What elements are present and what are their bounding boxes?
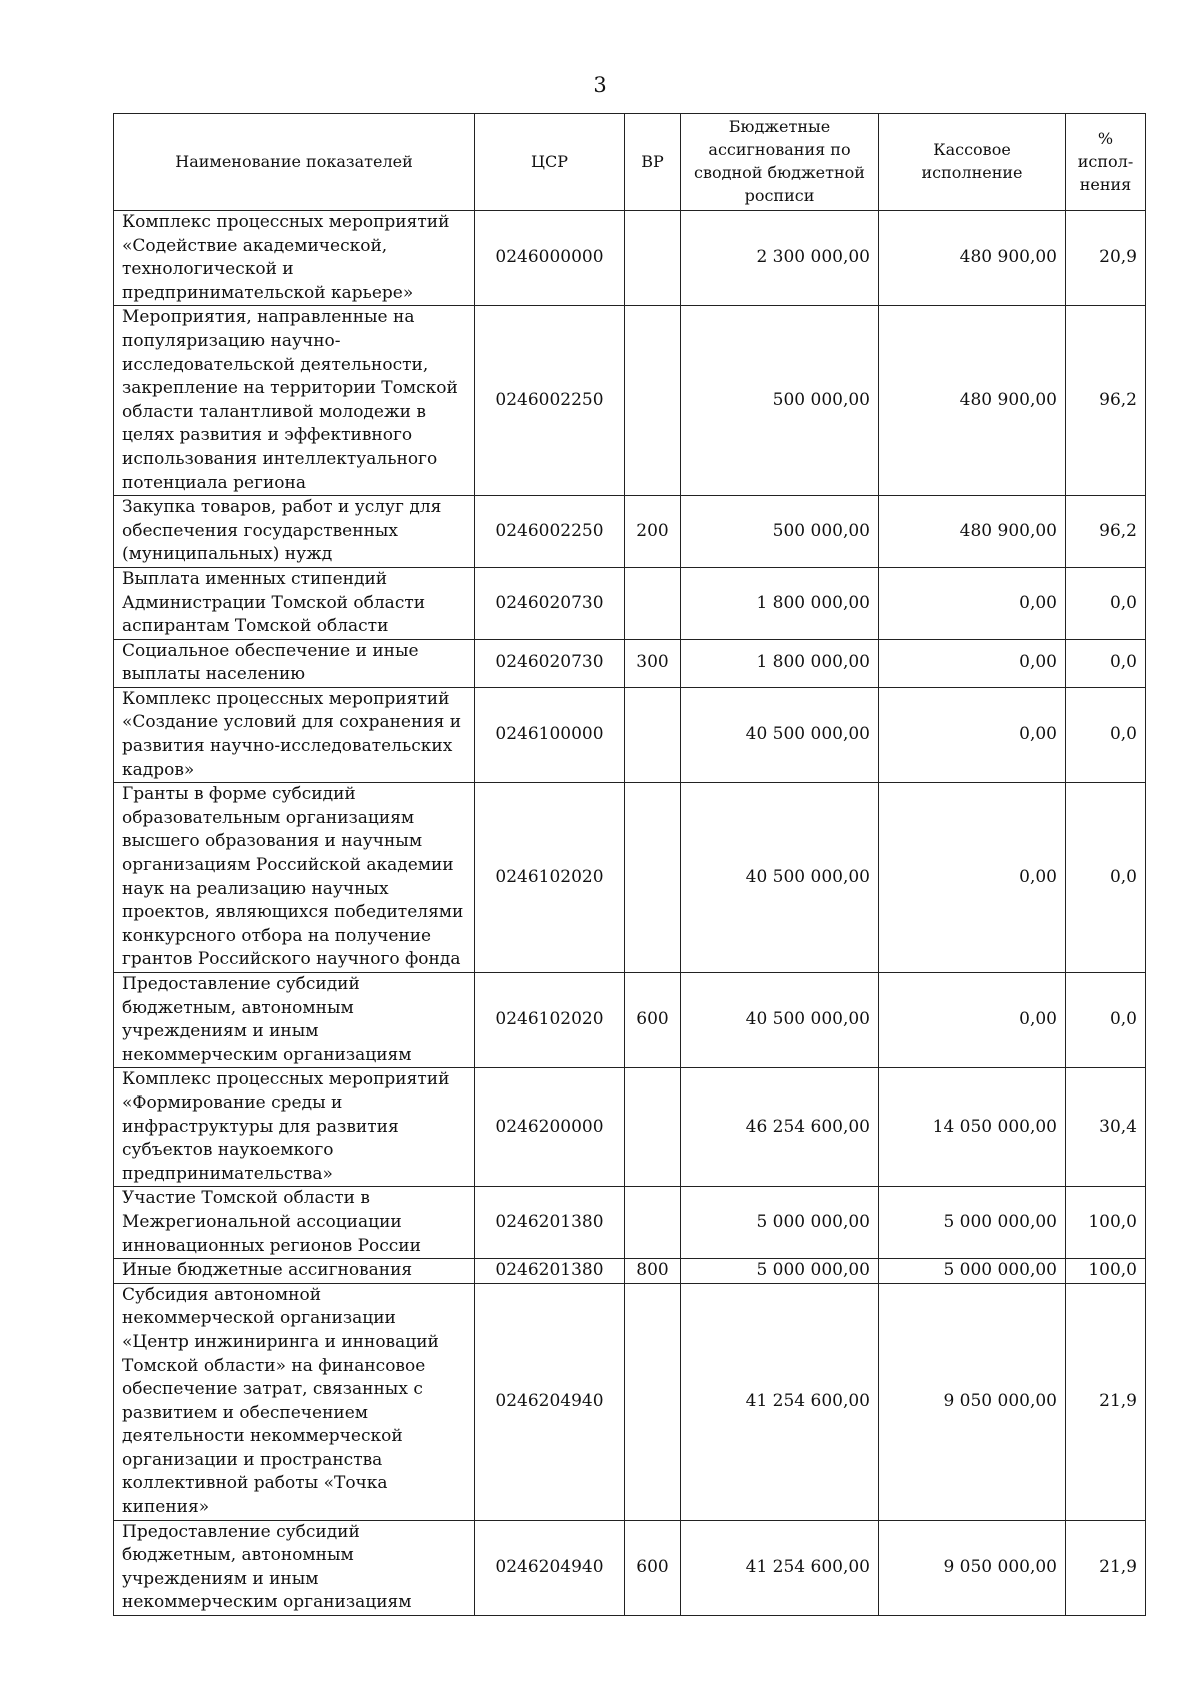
row-percent: 0,0 — [1066, 567, 1146, 639]
budget-execution-table — [113, 113, 1146, 1616]
row-csr: 0246100000 — [475, 687, 625, 782]
row-budget: 41 254 600,00 — [681, 1283, 879, 1520]
header-vr: ВР — [625, 114, 681, 211]
row-vr — [625, 567, 681, 639]
row-vr: 800 — [625, 1259, 681, 1284]
row-cash: 9 050 000,00 — [879, 1520, 1066, 1615]
row-vr: 200 — [625, 496, 681, 568]
row-budget: 1 800 000,00 — [681, 639, 879, 687]
row-csr: 0246200000 — [475, 1068, 625, 1187]
table-row — [114, 306, 1146, 496]
row-name: Закупка товаров, работ и услуг для обеспечения государственных (муниципальных) нужд — [114, 496, 475, 568]
row-name: Предоставление субсидий бюджетным, автономным учреждениям и иным некоммерческим организациям — [114, 973, 475, 1068]
table-header-row — [114, 114, 1146, 211]
row-budget: 46 254 600,00 — [681, 1068, 879, 1187]
row-percent: 100,0 — [1066, 1187, 1146, 1259]
row-cash: 480 900,00 — [879, 306, 1066, 496]
row-cash: 5 000 000,00 — [879, 1259, 1066, 1284]
row-csr: 0246204940 — [475, 1283, 625, 1520]
row-cash: 14 050 000,00 — [879, 1068, 1066, 1187]
table-row — [114, 1520, 1146, 1615]
table-row — [114, 211, 1146, 306]
row-csr: 0246020730 — [475, 639, 625, 687]
row-budget: 500 000,00 — [681, 496, 879, 568]
table-row — [114, 496, 1146, 568]
row-cash: 9 050 000,00 — [879, 1283, 1066, 1520]
row-cash: 0,00 — [879, 783, 1066, 973]
row-name: Участие Томской области в Межрегиональной ассоциации инновационных регионов России — [114, 1187, 475, 1259]
row-cash: 0,00 — [879, 567, 1066, 639]
table-row — [114, 1283, 1146, 1520]
row-csr: 0246002250 — [475, 306, 625, 496]
row-csr: 0246102020 — [475, 973, 625, 1068]
row-csr: 0246204940 — [475, 1520, 625, 1615]
row-percent: 100,0 — [1066, 1259, 1146, 1284]
row-budget: 5 000 000,00 — [681, 1259, 879, 1284]
header-execution-percent: % испол-нения — [1066, 114, 1146, 211]
row-percent: 0,0 — [1066, 973, 1146, 1068]
row-name: Субсидия автономной некоммерческой организации «Центр инжиниринга и инноваций Томской области» на финансовое обеспечение затрат, связанных с развитием и обеспечением деятельности некоммерческой организации и пространства коллективной работы «Точка кипения» — [114, 1283, 475, 1520]
row-vr: 600 — [625, 1520, 681, 1615]
row-name: Предоставление субсидий бюджетным, автономным учреждениям и иным некоммерческим организациям — [114, 1520, 475, 1615]
row-name: Выплата именных стипендий Администрации Томской области аспирантам Томской области — [114, 567, 475, 639]
row-csr: 0246002250 — [475, 496, 625, 568]
row-budget: 40 500 000,00 — [681, 687, 879, 782]
row-percent: 21,9 — [1066, 1520, 1146, 1615]
row-budget: 1 800 000,00 — [681, 567, 879, 639]
table-row — [114, 687, 1146, 782]
row-budget: 5 000 000,00 — [681, 1187, 879, 1259]
row-csr: 0246201380 — [475, 1259, 625, 1284]
row-csr: 0246020730 — [475, 567, 625, 639]
header-name: Наименование показателей — [114, 114, 475, 211]
row-budget: 2 300 000,00 — [681, 211, 879, 306]
row-percent: 0,0 — [1066, 687, 1146, 782]
row-name: Мероприятия, направленные на популяризацию научно-исследовательской деятельности, закрепление на территории Томской области талантливой молодежи в целях развития и эффективного использования интеллектуального потенциала региона — [114, 306, 475, 496]
row-vr — [625, 783, 681, 973]
row-percent: 96,2 — [1066, 496, 1146, 568]
row-csr: 0246000000 — [475, 211, 625, 306]
row-budget: 41 254 600,00 — [681, 1520, 879, 1615]
row-name: Социальное обеспечение и иные выплаты населению — [114, 639, 475, 687]
table-row — [114, 1068, 1146, 1187]
row-percent: 30,4 — [1066, 1068, 1146, 1187]
row-cash: 480 900,00 — [879, 496, 1066, 568]
table-row — [114, 639, 1146, 687]
row-budget: 40 500 000,00 — [681, 783, 879, 973]
table-row — [114, 783, 1146, 973]
table-row — [114, 1187, 1146, 1259]
row-percent: 0,0 — [1066, 639, 1146, 687]
row-percent: 0,0 — [1066, 783, 1146, 973]
row-vr — [625, 1068, 681, 1187]
row-vr — [625, 211, 681, 306]
header-csr: ЦСР — [475, 114, 625, 211]
row-percent: 20,9 — [1066, 211, 1146, 306]
row-cash: 0,00 — [879, 687, 1066, 782]
row-vr — [625, 306, 681, 496]
row-name: Комплекс процессных мероприятий «Содействие академической, технологической и предпринимательской карьере» — [114, 211, 475, 306]
row-cash: 0,00 — [879, 973, 1066, 1068]
row-name: Комплекс процессных мероприятий «Создание условий для сохранения и развития научно-исследовательских кадров» — [114, 687, 475, 782]
row-name: Иные бюджетные ассигнования — [114, 1259, 475, 1284]
row-vr: 300 — [625, 639, 681, 687]
row-vr — [625, 1283, 681, 1520]
row-name: Гранты в форме субсидий образовательным организациям высшего образования и научным организациям Российской академии наук на реализацию научных проектов, являющихся победителями конкурсного отбора на получение грантов Российского научного фонда — [114, 783, 475, 973]
row-name: Комплекс процессных мероприятий «Формирование среды и инфраструктуры для развития субъектов наукоемкого предпринимательства» — [114, 1068, 475, 1187]
page-number: 3 — [593, 73, 607, 97]
header-budget-allocations: Бюджетные ассигнования по сводной бюджетной росписи — [681, 114, 879, 211]
row-vr — [625, 687, 681, 782]
row-csr: 0246102020 — [475, 783, 625, 973]
table-row — [114, 1259, 1146, 1284]
row-percent: 96,2 — [1066, 306, 1146, 496]
table-row — [114, 973, 1146, 1068]
row-budget: 500 000,00 — [681, 306, 879, 496]
header-cash-execution: Кассовое исполнение — [879, 114, 1066, 211]
table-row — [114, 567, 1146, 639]
row-cash: 5 000 000,00 — [879, 1187, 1066, 1259]
row-csr: 0246201380 — [475, 1187, 625, 1259]
row-cash: 0,00 — [879, 639, 1066, 687]
row-percent: 21,9 — [1066, 1283, 1146, 1520]
row-cash: 480 900,00 — [879, 211, 1066, 306]
row-vr: 600 — [625, 973, 681, 1068]
row-budget: 40 500 000,00 — [681, 973, 879, 1068]
row-vr — [625, 1187, 681, 1259]
